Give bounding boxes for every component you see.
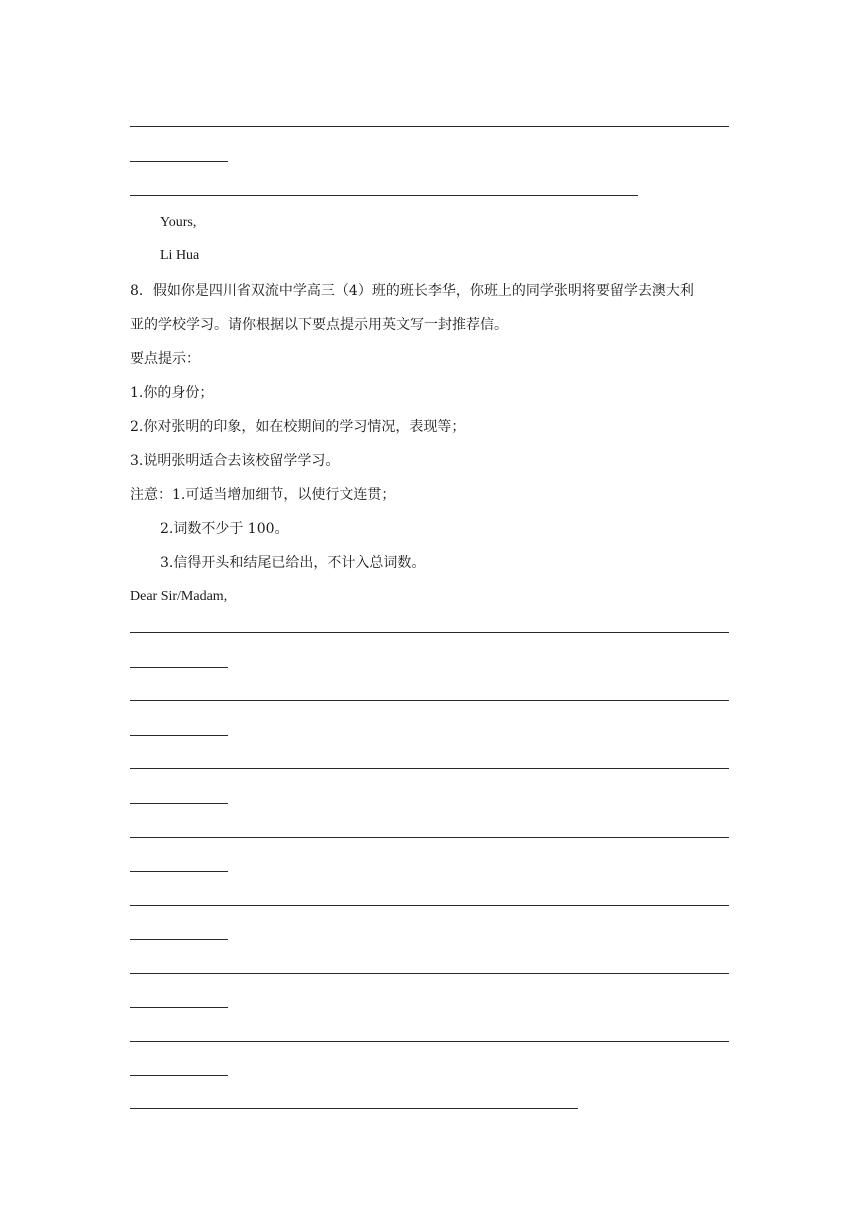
letter-closing: Yours, xyxy=(160,215,197,230)
note-item: 3.信得开头和结尾已给出，不计入总词数。 xyxy=(160,555,426,571)
answer-line xyxy=(130,1108,578,1109)
question-prompt-text: 假如你是四川省双流中学高三（4）班的班长李华，你班上的同学张明将要留学去澳大利 xyxy=(152,283,694,299)
answer-line xyxy=(130,195,638,196)
note-text: 1.可适当增加细节，以使行文连贯； xyxy=(172,487,396,503)
point-item: 3.说明张明适合去该校留学学习。 xyxy=(130,453,340,469)
answer-line-short xyxy=(130,871,228,872)
answer-line-short xyxy=(130,667,228,668)
answer-line-short xyxy=(130,803,228,804)
question-number: 8． xyxy=(130,283,153,299)
answer-line xyxy=(130,632,729,633)
points-heading: 要点提示： xyxy=(130,351,200,367)
answer-line xyxy=(130,1041,729,1042)
question-prompt-line-2: 亚的学校学习。请你根据以下要点提示用英文写一封推荐信。 xyxy=(130,317,508,333)
answer-line-short xyxy=(130,735,228,736)
answer-line-short xyxy=(130,1075,228,1076)
letter-signature: Li Hua xyxy=(160,248,200,263)
note-item: 2.词数不少于 100。 xyxy=(160,521,289,537)
answer-line-short xyxy=(130,939,228,940)
answer-line-short xyxy=(130,1007,228,1008)
answer-line-short xyxy=(130,161,228,162)
notes-label: 注意： xyxy=(130,487,172,503)
point-item: 2.你对张明的印象，如在校期间的学习情况，表现等； xyxy=(130,419,466,435)
answer-line xyxy=(130,126,729,127)
answer-line xyxy=(130,700,729,701)
question-prompt-line-1 xyxy=(130,283,694,299)
note-item-first xyxy=(130,487,395,503)
point-item: 1.你的身份； xyxy=(130,385,214,401)
answer-line xyxy=(130,973,729,974)
letter-salutation: Dear Sir/Madam, xyxy=(130,589,228,604)
answer-line xyxy=(130,837,729,838)
answer-line xyxy=(130,768,729,769)
answer-line xyxy=(130,905,729,906)
